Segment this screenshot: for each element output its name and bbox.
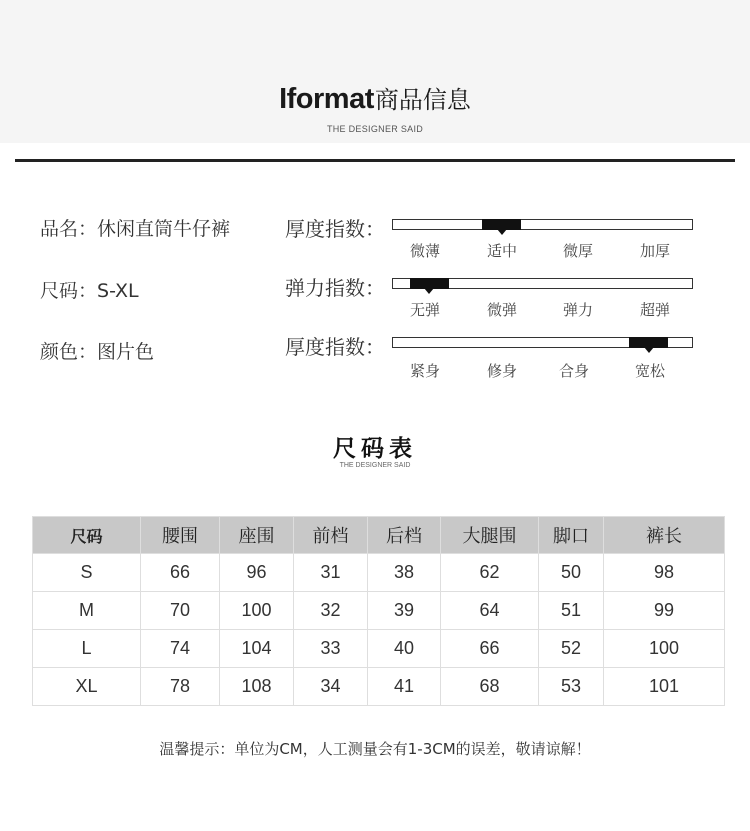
table-cell-size: XL bbox=[33, 668, 141, 706]
table-cell: 34 bbox=[294, 668, 368, 706]
table-cell: 104 bbox=[220, 630, 294, 668]
table-cell: 31 bbox=[294, 554, 368, 592]
section-divider bbox=[15, 159, 735, 162]
thickness-scale-bar bbox=[392, 219, 693, 230]
elasticity-scale-bar bbox=[392, 278, 693, 289]
thickness-option: 微厚 bbox=[562, 242, 593, 260]
table-header-cell: 尺码 bbox=[33, 517, 141, 554]
info-color-label: 颜色： bbox=[40, 341, 98, 363]
table-header-cell: 裤长 bbox=[604, 517, 725, 554]
table-cell: 70 bbox=[141, 592, 220, 630]
size-chart-subtitle: THE DESIGNER SAID bbox=[339, 462, 411, 469]
table-cell: 51 bbox=[539, 592, 604, 630]
table-cell: 66 bbox=[141, 554, 220, 592]
info-color-value: 图片色 bbox=[97, 341, 155, 363]
elasticity-option: 超弹 bbox=[639, 301, 670, 319]
elasticity-scale-label: 弹力指数： bbox=[285, 276, 385, 300]
table-cell: 66 bbox=[441, 630, 539, 668]
size-chart-title: 尺码表 bbox=[333, 436, 417, 462]
table-cell: 100 bbox=[220, 592, 294, 630]
thickness-option: 适中 bbox=[486, 242, 517, 260]
table-cell: 64 bbox=[441, 592, 539, 630]
table-cell: 40 bbox=[368, 630, 441, 668]
fit-option: 紧身 bbox=[409, 362, 440, 380]
fit-scale-label: 厚度指数： bbox=[285, 335, 385, 359]
fit-option: 合身 bbox=[558, 362, 589, 380]
table-header-cell: 后档 bbox=[368, 517, 441, 554]
fit-option: 宽松 bbox=[634, 362, 665, 380]
size-table bbox=[32, 516, 725, 706]
elasticity-option: 微弹 bbox=[486, 301, 517, 319]
elasticity-option: 无弹 bbox=[409, 301, 440, 319]
info-size-value: S-XL bbox=[97, 280, 139, 302]
fit-option: 修身 bbox=[486, 362, 517, 380]
table-cell: 100 bbox=[604, 630, 725, 668]
table-cell: 98 bbox=[604, 554, 725, 592]
table-header-cell: 脚口 bbox=[539, 517, 604, 554]
table-cell: 33 bbox=[294, 630, 368, 668]
fit-scale-pointer bbox=[644, 347, 654, 353]
elasticity-scale-pointer bbox=[424, 288, 434, 294]
table-cell-size: S bbox=[33, 554, 141, 592]
table-header-cell: 腰围 bbox=[141, 517, 220, 554]
table-cell: 52 bbox=[539, 630, 604, 668]
info-size-label: 尺码： bbox=[40, 280, 98, 302]
table-row bbox=[33, 554, 725, 592]
table-cell: 99 bbox=[604, 592, 725, 630]
measurement-note: 温馨提示：单位为CM，人工测量会有1-3CM的误差，敬请谅解！ bbox=[159, 740, 591, 758]
table-header-cell: 前档 bbox=[294, 517, 368, 554]
table-cell: 96 bbox=[220, 554, 294, 592]
table-cell: 74 bbox=[141, 630, 220, 668]
table-cell: 108 bbox=[220, 668, 294, 706]
table-cell: 62 bbox=[441, 554, 539, 592]
table-row bbox=[33, 630, 725, 668]
info-color-row bbox=[40, 337, 154, 364]
info-name-row bbox=[40, 214, 230, 241]
info-name-label: 品名： bbox=[40, 218, 98, 240]
table-header-row bbox=[33, 517, 725, 554]
table-cell: 78 bbox=[141, 668, 220, 706]
header-band bbox=[0, 0, 750, 143]
table-row bbox=[33, 592, 725, 630]
brand-logo-text: Iformat bbox=[279, 83, 374, 115]
brand-title bbox=[0, 80, 750, 116]
table-cell: 101 bbox=[604, 668, 725, 706]
table-cell: 41 bbox=[368, 668, 441, 706]
table-cell-size: M bbox=[33, 592, 141, 630]
table-cell: 68 bbox=[441, 668, 539, 706]
info-name-value: 休闲直筒牛仔裤 bbox=[97, 218, 231, 240]
thickness-scale-label: 厚度指数： bbox=[285, 217, 385, 241]
table-cell: 53 bbox=[539, 668, 604, 706]
table-header-cell: 大腿围 bbox=[441, 517, 539, 554]
thickness-scale-pointer bbox=[497, 229, 507, 235]
table-cell: 38 bbox=[368, 554, 441, 592]
brand-section-title: 商品信息 bbox=[374, 86, 471, 114]
thickness-option: 微薄 bbox=[409, 242, 440, 260]
fit-scale-bar bbox=[392, 337, 693, 348]
info-size-row bbox=[40, 276, 139, 303]
table-header-cell: 座围 bbox=[220, 517, 294, 554]
elasticity-option: 弹力 bbox=[562, 301, 593, 319]
brand-subtitle: THE DESIGNER SAID bbox=[326, 124, 424, 134]
table-cell: 39 bbox=[368, 592, 441, 630]
table-cell: 32 bbox=[294, 592, 368, 630]
table-row bbox=[33, 668, 725, 706]
table-cell: 50 bbox=[539, 554, 604, 592]
table-cell-size: L bbox=[33, 630, 141, 668]
thickness-option: 加厚 bbox=[639, 242, 670, 260]
